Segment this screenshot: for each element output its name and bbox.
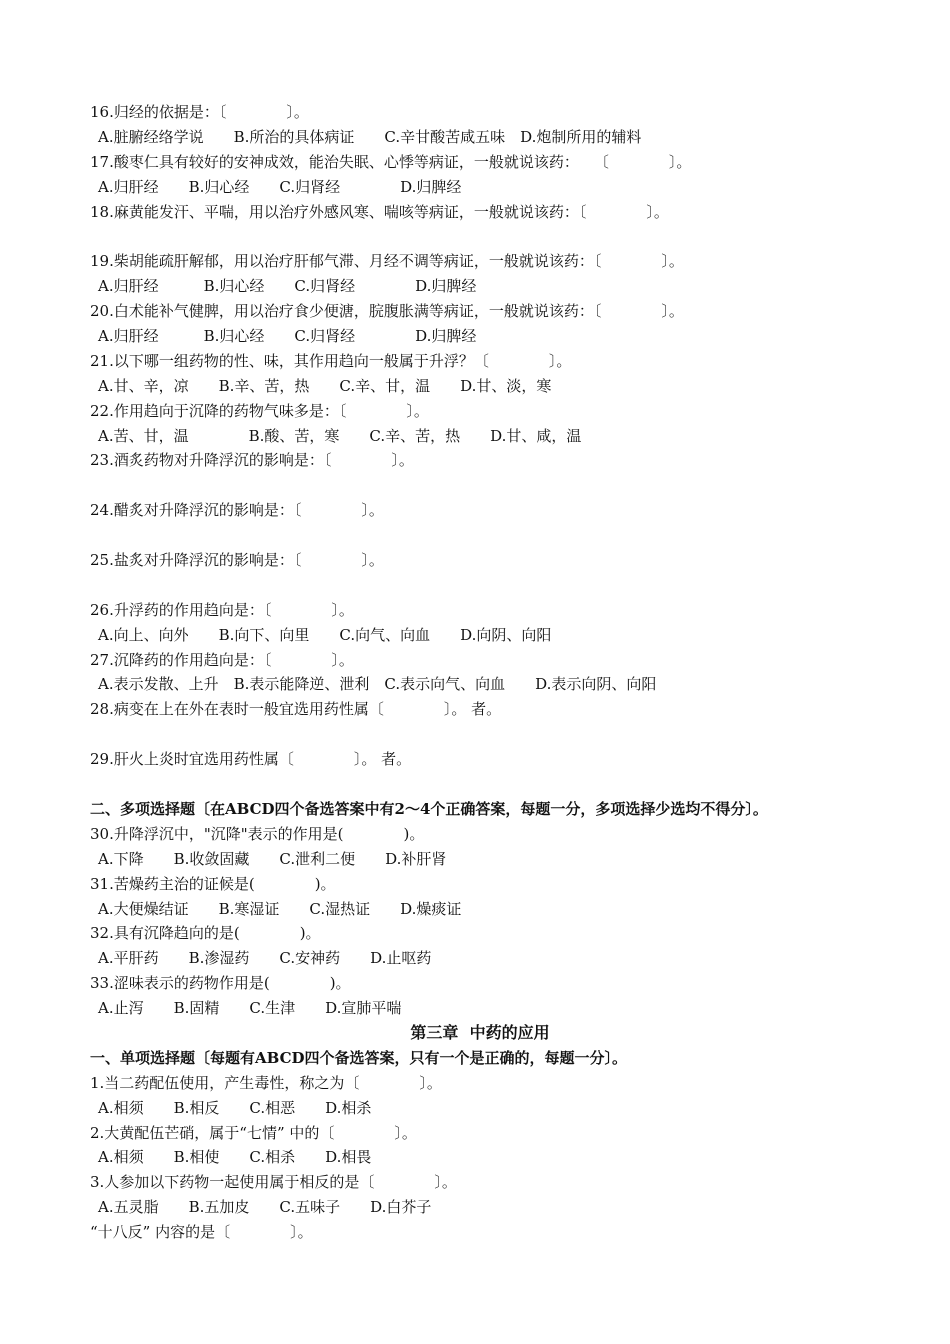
question-line: 21.以下哪一组药物的性、味，其作用趋向一般属于升浮？〔 〕。 (90, 351, 572, 370)
question-line: 2.大黄配伍芒硝，属于“七情” 中的〔 〕。 (90, 1123, 417, 1142)
section-heading: 二、多项选择题〔在ABCD四个备选答案中有2～4个正确答案，每题一分，多项选择少选均不得分〕。 (90, 799, 768, 818)
blank-line (90, 772, 870, 797)
question-line: 26.升浮药的作用趋向是：〔 〕。 (90, 600, 354, 619)
blank-line (90, 523, 870, 548)
question-line: 3.人参加以下药物一起使用属于相反的是〔 〕。 (90, 1173, 457, 1192)
options-line: A.下降 B.收敛固藏 C.泄利二便 D.补肝肾 (98, 849, 447, 868)
options-line: A.五灵脂 B.五加皮 C.五味子 D.白芥子 (98, 1198, 432, 1217)
question-line: 30.升降浮沉中，"沉降"表示的作用是( )。 (90, 824, 425, 843)
chapter-title: 第三章 中药的应用 (410, 1022, 550, 1042)
question-line: 32.具有沉降趋向的是( )。 (90, 924, 321, 943)
options-line: A.归肝经 B.归心经 C.归肾经 D.归脾经 (98, 277, 477, 296)
document-page (90, 100, 870, 1245)
options-line: A.苦、甘，温 B.酸、苦，寒 C.辛、苦，热 D.甘、咸，温 (98, 426, 582, 445)
section-heading: 一、单项选择题〔每题有ABCD四个备选答案，只有一个是正确的，每题一分〕。 (90, 1048, 628, 1067)
question-line: “十八反” 内容的是〔 〕。 (90, 1223, 313, 1242)
options-line: A.向上、向外 B.向下、向里 C.向气、向血 D.向阴、向阳 (98, 625, 552, 644)
question-line: 25.盐炙对升降浮沉的影响是：〔 〕。 (90, 551, 384, 570)
blank-line (90, 722, 870, 747)
blank-line (90, 473, 870, 498)
question-line: 29.肝火上炎时宜选用药性属〔 〕。 者。 (90, 750, 412, 769)
question-line: 24.醋炙对升降浮沉的影响是：〔 〕。 (90, 501, 384, 520)
question-line: 28.病变在上在外在表时一般宜选用药性属〔 〕。 者。 (90, 700, 502, 719)
blank-line (90, 573, 870, 598)
question-line: 20.白术能补气健脾，用以治疗食少便溏，脘腹胀满等病证，一般就说该药：〔 〕。 (90, 302, 684, 321)
question-line: 19.柴胡能疏肝解郁，用以治疗肝郁气滞、月经不调等病证，一般就说该药：〔 〕。 (90, 252, 684, 271)
options-line: A.相须 B.相反 C.相恶 D.相杀 (98, 1098, 372, 1117)
question-line: 33.涩味表示的药物作用是( )。 (90, 974, 351, 993)
question-line: 22.作用趋向于沉降的药物气味多是：〔 〕。 (90, 401, 429, 420)
options-line: A.脏腑经络学说 B.所治的具体病证 C.辛甘酸苦咸五味 D.炮制所用的辅料 (98, 127, 642, 146)
options-line: A.大便燥结证 B.寒湿证 C.湿热证 D.燥痰证 (98, 899, 462, 918)
question-line: 23.酒炙药物对升降浮沉的影响是：〔 〕。 (90, 451, 414, 470)
options-line: A.归肝经 B.归心经 C.归肾经 D.归脾经 (98, 327, 477, 346)
options-line: A.表示发散、上升 B.表示能降逆、泄利 C.表示向气、向血 D.表示向阴、向阳 (98, 675, 657, 694)
options-line: A.相须 B.相使 C.相杀 D.相畏 (98, 1148, 372, 1167)
options-line: A.归肝经 B.归心经 C.归肾经 D.归脾经 (98, 177, 462, 196)
question-line: 27.沉降药的作用趋向是：〔 〕。 (90, 650, 354, 669)
options-line: A.甘、辛，凉 B.辛、苦，热 C.辛、甘，温 D.甘、淡，寒 (98, 376, 552, 395)
options-line: A.平肝药 B.渗湿药 C.安神药 D.止呕药 (98, 949, 432, 968)
question-line: 16.归经的依据是：〔 〕。 (90, 103, 309, 121)
question-line: 18.麻黄能发汗、平喘，用以治疗外感风寒、喘咳等病证，一般就说该药：〔 〕。 (90, 202, 669, 221)
options-line: A.止泻 B.固精 C.生津 D.宣肺平喘 (98, 999, 402, 1018)
question-line: 1.当二药配伍使用，产生毒性，称之为〔 〕。 (90, 1073, 442, 1092)
question-line: 17.酸枣仁具有较好的安神成效，能治失眠、心悸等病证，一般就说该药： 〔 〕。 (90, 152, 692, 171)
question-line: 31.苦燥药主治的证候是( )。 (90, 874, 336, 893)
blank-line (90, 224, 870, 249)
